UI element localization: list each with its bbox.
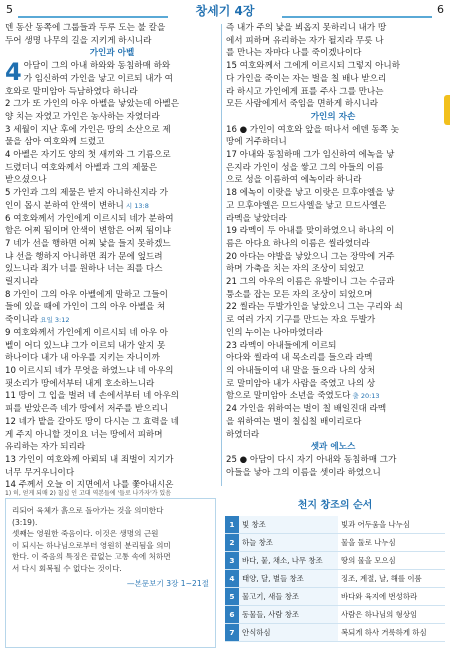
commentary-line: (3:19). xyxy=(12,517,38,527)
verse-text: 아다와 씰라여 내 목소리를 들으라 라멕 xyxy=(226,353,373,364)
creation-note: 사람은 하나님의 형상임 xyxy=(341,610,418,619)
verse-text: 하나이다 내가 내 아우를 지키는 자니이까 xyxy=(5,353,160,364)
verse-text: 셋과 에노스 xyxy=(310,442,356,453)
verse-line xyxy=(226,429,440,442)
verse-text: 8 가인이 그의 아우 아벨에게 말하고 그들이 xyxy=(5,289,168,300)
page-number-left: 5 xyxy=(6,3,13,16)
section-heading xyxy=(226,111,440,124)
verse-line xyxy=(226,162,440,175)
verse-text: 인이 몹시 분하여 안색이 변하니 xyxy=(5,200,124,211)
creation-row xyxy=(225,552,445,570)
verse-line xyxy=(226,263,440,276)
verse-line xyxy=(5,136,219,149)
verse-text: 들에 있을 때에 가인이 그의 아우 아벨을 쳐 xyxy=(5,302,166,313)
verse-text: 너무 무거우니이다 xyxy=(5,467,75,478)
section-heading xyxy=(226,441,440,454)
commentary-box xyxy=(5,498,216,648)
verse-text: 가 임신하여 가인을 낳고 이르되 내가 여 xyxy=(23,73,173,84)
verse-line xyxy=(226,289,440,302)
verse-text: 22 씰라는 두발가인을 낳았으니 그는 구리와 쇠 xyxy=(226,302,403,313)
verse-text: 다 가인을 죽이는 자는 벌을 칠 배나 받으리 xyxy=(226,73,387,84)
commentary-line: 한다. 이 죽음의 특징은 끝없는 고통 속에 처하면 xyxy=(12,552,171,561)
verse-line xyxy=(226,467,440,480)
verse-line xyxy=(226,225,440,238)
verse-text: 15 여호와께서 그에게 이르시되 그렇지 아니하 xyxy=(226,61,401,72)
verse-text: 함은 어찌 됨이며 안색이 변함은 어찌 됨이냐 xyxy=(5,226,171,237)
verse-text: 14 주께서 오늘 이 지면에서 나를 쫓아내시온 xyxy=(5,480,174,491)
verse-text: 라멕을 낳았더라 xyxy=(226,213,287,224)
verse-line xyxy=(226,403,440,416)
footnote: 1) 히, 얻게 되매 2) 칠십 인 고대 역본들에 '들로 나가자'가 있음 xyxy=(5,490,172,497)
creation-item: 빛 창조 xyxy=(239,516,338,533)
verse-text: 를 만나는 자마다 나를 죽이겠나이다 xyxy=(226,48,362,59)
cross-reference[interactable]: 요일 3:12 xyxy=(38,316,70,325)
thumb-tab[interactable] xyxy=(444,95,450,125)
verse-line xyxy=(226,73,440,86)
commentary-source: —본문보기 3장 1~21절 xyxy=(126,579,209,588)
creation-row xyxy=(225,516,445,534)
verse-text: 4 아벨은 자기도 양의 첫 새끼와 그 기름으로 xyxy=(5,150,171,161)
verse-line xyxy=(5,200,219,213)
verse-line xyxy=(5,174,219,187)
verse-line xyxy=(5,289,219,302)
verse-line xyxy=(5,340,219,353)
verse-text: 땅에 거주하더니 xyxy=(226,137,287,148)
page-header xyxy=(0,0,450,22)
verse-text: 가인의 자손 xyxy=(310,111,356,122)
verse-line xyxy=(5,86,219,99)
page-number-right: 6 xyxy=(437,3,444,16)
verse-text: 아담이 그의 아내 하와와 동침하매 하와 xyxy=(23,61,171,72)
creation-item: 물고기, 새들 창조 xyxy=(239,588,338,605)
commentary-line: 이 되시는 하나님으로부터 영원히 분리됨을 의미 xyxy=(12,540,171,550)
creation-row xyxy=(225,624,445,642)
verse-text: 고 므후야엘은 므드사엘을 낳고 므드사엘은 xyxy=(226,200,387,211)
verse-line xyxy=(226,187,440,200)
verse-line xyxy=(226,22,440,35)
verse-text: 가인과 아벨 xyxy=(89,48,135,59)
verse-line xyxy=(226,327,440,340)
verse-line xyxy=(5,213,219,226)
verse-line xyxy=(226,136,440,149)
verse-line xyxy=(226,352,440,365)
verse-text: 25 ● 아담이 다시 자기 아내와 동침하매 그가 xyxy=(226,454,397,465)
verse-line xyxy=(5,162,219,175)
verse-text: 24 가인을 위하여는 벌이 칠 배일진대 라멕 xyxy=(226,404,387,415)
verse-line xyxy=(5,149,219,162)
chapter-number: 4 xyxy=(5,58,22,87)
cross-reference[interactable]: 시 13:8 xyxy=(123,201,149,210)
verse-line xyxy=(226,378,440,391)
verse-line xyxy=(226,124,440,137)
verse-line xyxy=(5,276,219,289)
verse-line xyxy=(226,314,440,327)
commentary-line: 셋째는 영원한 죽음이다. 이것은 생명의 근원 xyxy=(12,529,159,538)
verse-line xyxy=(5,98,219,111)
creation-item: 바다, 뭍, 채소, 나무 창조 xyxy=(239,552,338,569)
verse-line xyxy=(226,416,440,429)
creation-day-number: 7 xyxy=(225,624,239,641)
verse-text: 로 말미암아 내가 사람을 죽였고 나의 상 xyxy=(226,378,376,389)
header-rule-right xyxy=(282,16,432,18)
verse-text: 5 가인과 그의 제물은 받지 아니하신지라 가 xyxy=(5,188,168,199)
creation-row xyxy=(225,570,445,588)
creation-note: 물을 둘로 나누심 xyxy=(341,538,396,547)
verse-line xyxy=(226,340,440,353)
verse-line xyxy=(5,35,219,48)
verse-text: 있느니라 죄가 너를 원하나 너는 죄를 다스 xyxy=(5,264,163,275)
verse-text: 드렸더니 여호와께서 아벨과 그의 제물은 xyxy=(5,162,158,173)
verse-text: 라 하시고 가인에게 표를 주사 그를 만나는 xyxy=(226,86,384,97)
verse-text: 10 이르시되 네가 무엇을 하였느냐 네 아우의 xyxy=(5,365,174,376)
text-column-left xyxy=(5,22,219,492)
verse-text: 23 라멕이 아내들에게 이르되 xyxy=(226,340,337,351)
verse-text: 의 아내들이여 내 말을 들으라 나의 상처 xyxy=(226,365,376,376)
verse-text: 죽이니라 xyxy=(5,315,39,326)
verse-line xyxy=(226,301,440,314)
verse-text: 게 주지 아니할 것이요 너는 땅에서 피하며 xyxy=(5,429,163,440)
verse-line xyxy=(226,390,440,403)
section-heading xyxy=(5,47,219,60)
verse-text: 16 ● 가인이 여호와 앞을 떠나서 에덴 동쪽 놋 xyxy=(226,124,400,135)
verse-line xyxy=(5,416,219,429)
verse-text: 냐 선을 행하지 아니하면 죄가 문에 엎드려 xyxy=(5,251,163,262)
verse-line xyxy=(5,22,219,35)
verse-line xyxy=(5,327,219,340)
verse-text: 모든 사람에게서 죽임을 면하게 하시니라 xyxy=(226,99,379,110)
creation-table xyxy=(225,496,445,642)
verse-text: 호와로 말미암아 득남하였다 하니라 xyxy=(5,86,138,97)
verse-line xyxy=(226,238,440,251)
verse-line xyxy=(226,98,440,111)
verse-text: 아들을 낳아 그의 이름을 셋이라 하였으니 xyxy=(226,467,381,478)
verse-line xyxy=(5,187,219,200)
verse-line xyxy=(5,403,219,416)
verse-line xyxy=(226,251,440,264)
creation-note: 징조, 계절, 날, 해를 이룸 xyxy=(341,574,422,583)
creation-row xyxy=(225,534,445,552)
verse-line xyxy=(5,454,219,467)
verse-line xyxy=(5,251,219,264)
creation-item: 하늘 창조 xyxy=(239,534,338,551)
verse-line xyxy=(226,60,440,73)
verse-line xyxy=(226,86,440,99)
text-column-right xyxy=(226,22,440,479)
cross-reference[interactable]: 출 20:13 xyxy=(350,392,380,401)
verse-line xyxy=(5,301,219,314)
verse-line xyxy=(226,454,440,467)
verse-line xyxy=(5,238,219,251)
verse-text: 하였더라 xyxy=(226,429,260,440)
verse-text: 18 에녹이 이랏을 낳고 이랏은 므후야엘을 낳 xyxy=(226,188,395,199)
verse-line xyxy=(5,467,219,480)
verse-text: 피를 받았은즉 네가 땅에서 저주를 받으리니 xyxy=(5,404,169,415)
verse-line xyxy=(5,314,219,327)
creation-day-number: 5 xyxy=(225,588,239,605)
verse-line xyxy=(226,200,440,213)
verse-text: 13 가인이 여호와께 아뢰되 내 죄벌이 지기가 xyxy=(5,454,174,465)
verse-line xyxy=(5,441,219,454)
verse-text: 양 치는 자였고 가인은 농사하는 자였더라 xyxy=(5,111,160,122)
verse-text: 을 위하여는 벌이 칠십칠 배이리로다 xyxy=(226,416,362,427)
creation-row xyxy=(225,606,445,624)
verse-text: 유리하는 자가 되리라 xyxy=(5,442,86,453)
verse-text: 17 아내와 동침하매 그가 임신하여 에녹을 낳 xyxy=(226,150,395,161)
verse-line xyxy=(5,429,219,442)
verse-line xyxy=(5,390,219,403)
verse-line xyxy=(24,73,219,86)
commentary-line: 서 다시 회복될 수 없다는 것이다. xyxy=(12,563,122,573)
verse-text: 즉 내가 주의 낯을 뵈옵지 못하리니 내가 땅 xyxy=(226,23,387,33)
verse-text: 핏소리가 땅에서부터 내게 호소하느니라 xyxy=(5,378,155,389)
verse-text: 인의 누이는 나아마였더라 xyxy=(226,327,323,338)
creation-table-title: 천지 창조의 순서 xyxy=(297,500,373,511)
verse-text: 3 세월이 지난 후에 가인은 땅의 소산으로 제 xyxy=(5,124,171,135)
creation-item: 태양, 달, 별들 창조 xyxy=(239,570,338,587)
verse-line xyxy=(226,276,440,289)
verse-text: 7 네가 선을 행하면 어찌 낯을 들지 못하겠느 xyxy=(5,238,171,249)
creation-item: 동물들, 사람 창조 xyxy=(239,606,338,623)
verse-text: 로 여러 가지 기구를 만드는 자요 두발가 xyxy=(226,315,376,326)
creation-row xyxy=(225,588,445,606)
verse-line xyxy=(226,213,440,226)
creation-day-number: 4 xyxy=(225,570,239,587)
chapter-title: 창세기 4장 xyxy=(195,4,255,18)
verse-text: 21 그의 아우의 이름은 유발이니 그는 수금과 xyxy=(226,277,395,288)
verse-text: 6 여호와께서 가인에게 이르시되 네가 분하여 xyxy=(5,213,174,224)
creation-day-number: 2 xyxy=(225,534,239,551)
creation-note: 복되게 하사 거룩하게 하심 xyxy=(341,628,427,637)
verse-text: 2 그가 또 가인의 아우 아벨을 낳았는데 아벨은 xyxy=(5,99,180,110)
verse-text: 으로 성을 이름하여 에녹이라 하니라 xyxy=(226,175,362,186)
verse-text: 9 여호와께서 가인에게 이르시되 네 아우 아 xyxy=(5,327,168,338)
verse-line xyxy=(5,365,219,378)
verse-line xyxy=(226,149,440,162)
verse-line xyxy=(226,365,440,378)
verse-text: 름은 아다요 하나의 이름은 씰라였더라 xyxy=(226,238,370,249)
verse-line xyxy=(5,124,219,137)
creation-note: 바다와 육지에 번성하라 xyxy=(341,592,418,601)
verse-text: 에서 피하며 유리하는 자가 될지라 무릇 나 xyxy=(226,35,384,46)
verse-line xyxy=(226,35,440,48)
creation-item: 안식하심 xyxy=(239,624,338,641)
verse-text: 두어 생명 나무의 길을 지키게 하시니라 xyxy=(5,35,152,46)
verse-text: 19 라멕이 두 아내를 맞이하였으니 하나의 이 xyxy=(226,226,395,237)
verse-text: 20 아다는 야발을 낳았으니 그는 장막에 거주 xyxy=(226,251,395,262)
verse-text: 퉁소를 잡는 모든 자의 조상이 되었으며 xyxy=(226,289,373,300)
verse-line xyxy=(226,174,440,187)
verse-line xyxy=(5,225,219,238)
creation-note: 빛과 어두움을 나누심 xyxy=(341,520,410,529)
verse-line xyxy=(5,263,219,276)
verse-line xyxy=(226,47,440,60)
creation-day-number: 3 xyxy=(225,552,239,569)
verse-line xyxy=(5,111,219,124)
verse-text: 받으셨으나 xyxy=(5,175,47,186)
creation-note: 땅의 물을 모으심 xyxy=(341,556,396,565)
verse-text: 12 네가 밭을 갈아도 땅이 다시는 그 효력을 네 xyxy=(5,416,179,427)
column-divider xyxy=(221,24,222,486)
creation-day-number: 1 xyxy=(225,516,239,533)
creation-day-number: 6 xyxy=(225,606,239,623)
verse-text: 릴지니라 xyxy=(5,277,39,288)
verse-text: 함으로 말미암아 소년을 죽였도다 xyxy=(226,391,351,402)
verse-line xyxy=(5,352,219,365)
verse-text: 하며 가축을 치는 자의 조상이 되었고 xyxy=(226,264,365,275)
verse-text: 11 땅이 그 입을 벌려 네 손에서부터 네 아우의 xyxy=(5,391,179,402)
verse-text: 은지라 가인이 성을 쌓고 그의 아들의 이름 xyxy=(226,162,384,173)
verse-text: 벨이 어디 있느냐 그가 이르되 내가 알지 못 xyxy=(5,340,166,351)
commentary-line: 리되어 육체가 흙으로 돌아가는 것을 의미한다 xyxy=(12,506,164,515)
verse-line xyxy=(5,378,219,391)
verse-text: 덴 동산 동쪽에 그룹들과 두루 도는 불 칼을 xyxy=(5,23,166,33)
verse-text: 물을 삼아 여호와께 드렸고 xyxy=(5,137,105,148)
